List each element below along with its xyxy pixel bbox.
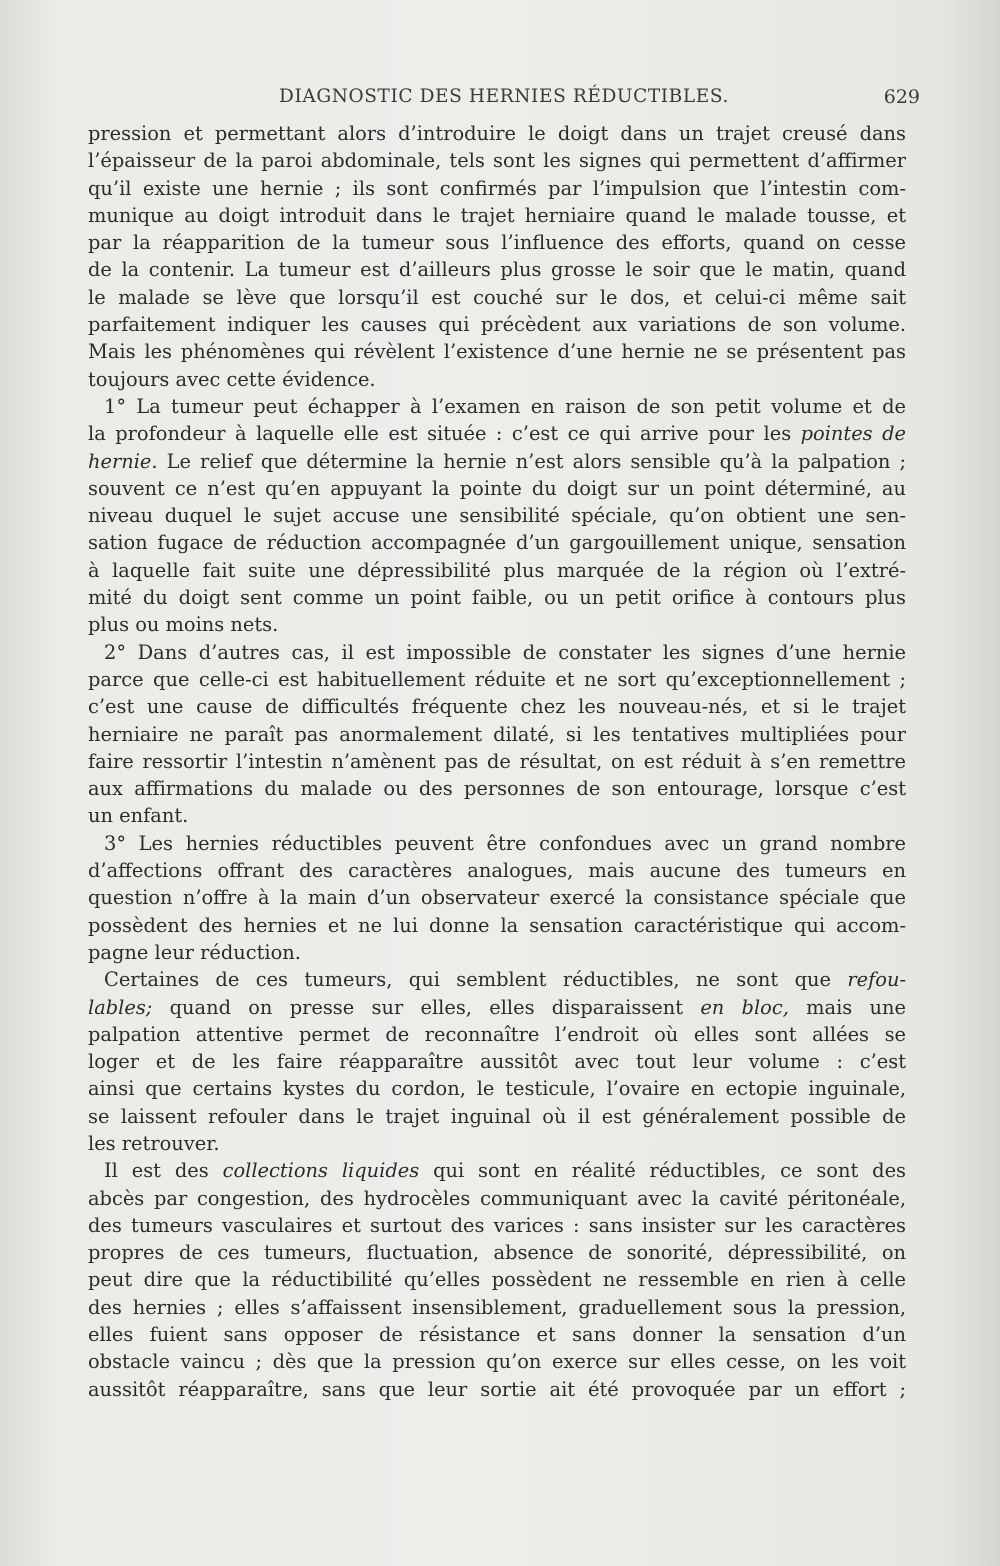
text-run: propres de ces tumeurs, fluctuation, absence de sonorité, dépressibilité, on — [88, 1241, 906, 1265]
text-run: l’épaisseur de la paroi abdominale, tels sont les signes qui permettent d’affirmer — [88, 149, 906, 173]
text-run: 3° Les hernies réductibles peuvent être confondues avec un grand nombre — [104, 831, 906, 855]
text-line — [88, 693, 906, 720]
text-line — [88, 721, 906, 748]
text-line — [88, 912, 906, 939]
text-run: Il est des — [104, 1159, 223, 1183]
text-line — [88, 1321, 906, 1348]
text-run: plus ou moins nets. — [88, 613, 279, 637]
text-run: le malade se lève que lorsqu’il est couché sur le dos, et celui-ci même sait — [88, 285, 906, 309]
text-line — [88, 994, 906, 1021]
running-title: DIAGNOSTIC DES HERNIES RÉDUCTIBLES. — [279, 86, 729, 107]
italic-text: collections liquides — [222, 1159, 420, 1183]
text-run: 2° Dans d’autres cas, il est impossible de constater les signes d’une hernie — [104, 640, 906, 664]
text-line — [88, 448, 906, 475]
text-run: de la contenir. La tumeur est d’ailleurs plus grosse le soir que le matin, quand — [88, 258, 906, 282]
italic-text: refou- — [847, 968, 906, 992]
text-run: palpation attentive permet de reconnaître l’endroit où elles sont allées se — [88, 1022, 906, 1046]
italic-text: hernie. — [88, 449, 158, 473]
text-run: mité du doigt sent comme un point faible, ou un petit orifice à contours plus — [88, 586, 906, 610]
text-line — [88, 475, 906, 502]
text-run: pression et permettant alors d’introduire le doigt dans un trajet creusé dans — [88, 122, 906, 145]
text-run: possèdent des hernies et ne lui donne la sensation caractéristique qui accom- — [88, 913, 906, 937]
text-run: aussitôt réapparaître, sans que leur sortie ait été provoquée par un effort ; — [88, 1377, 906, 1401]
text-line — [88, 338, 906, 365]
text-line — [88, 666, 906, 693]
text-run: abcès par congestion, des hydrocèles communiquant avec la cavité péritonéale, — [88, 1186, 906, 1210]
text-run: faire ressortir l’intestin n’amènent pas de résultat, on est réduit à s’en remettre — [88, 749, 906, 773]
text-run: un enfant. — [88, 804, 189, 828]
italic-text: pointes de — [800, 422, 906, 446]
text-run: quand on presse sur elles, elles disparaissent — [152, 995, 701, 1019]
text-line — [88, 1212, 906, 1239]
text-run: obstacle vaincu ; dès que la pression qu’on exerce sur elles cesse, on les voit — [88, 1350, 906, 1374]
text-line — [88, 802, 906, 829]
text-line — [88, 775, 906, 802]
text-run: Certaines de ces tumeurs, qui semblent réductibles, ne sont que — [104, 968, 848, 992]
text-line — [88, 939, 906, 966]
text-run: d’affections offrant des caractères analogues, mais aucune des tumeurs en — [88, 859, 906, 883]
text-run: pagne leur réduction. — [88, 940, 301, 964]
text-line — [88, 966, 906, 993]
text-line — [88, 857, 906, 884]
text-line — [88, 1130, 906, 1157]
text-line — [88, 830, 906, 857]
text-line — [88, 639, 906, 666]
text-line — [88, 420, 906, 447]
text-line — [88, 884, 906, 911]
text-run: niveau duquel le sujet accuse une sensibilité spéciale, qu’on obtient une sen- — [88, 504, 906, 528]
text-line — [88, 1266, 906, 1293]
text-run: question n’offre à la main d’un observateur exercé la consistance spéciale que — [88, 886, 906, 910]
text-run: elles fuient sans opposer de résistance et sans donner la sensation d’un — [88, 1323, 906, 1347]
text-line — [88, 1294, 906, 1321]
text-run: Le relief que détermine la hernie n’est alors sensible qu’à la palpation ; — [157, 449, 906, 473]
text-line — [88, 1075, 906, 1102]
text-run: des tumeurs vasculaires et surtout des varices : sans insister sur les caractères — [88, 1213, 906, 1237]
text-run: parce que celle-ci est habituellement réduite et ne sort qu’exceptionnellement ; — [88, 667, 906, 691]
text-run: sation fugace de réduction accompagnée d’un gargouillement unique, sensation — [88, 531, 906, 555]
text-run: munique au doigt introduit dans le trajet herniaire quand le malade tousse, et — [88, 203, 906, 227]
text-run: par la réapparition de la tumeur sous l’influence des efforts, quand on cesse — [88, 231, 906, 255]
text-line — [88, 1185, 906, 1212]
text-line — [88, 202, 906, 229]
text-run: peut dire que la réductibilité qu’elles possèdent ne ressemble en rien à celle — [88, 1268, 906, 1292]
text-run: Mais les phénomènes qui révèlent l’existence d’une hernie ne se présentent pas — [88, 340, 906, 364]
text-line — [88, 147, 906, 174]
text-run: herniaire ne paraît pas anormalement dilaté, si les tentatives multipliées pour — [88, 722, 906, 746]
text-run: loger et de les faire réapparaître aussitôt avec tout leur volume : c’est — [88, 1050, 906, 1074]
text-line — [88, 366, 906, 393]
text-run: la profondeur à laquelle elle est située : c’est ce qui arrive pour les — [88, 422, 801, 446]
text-run: aux affirmations du malade ou des personnes de son entourage, lorsque c’est — [88, 777, 906, 801]
text-run: qui sont en réalité réductibles, ce sont des — [419, 1159, 906, 1183]
text-run: ainsi que certains kystes du cordon, le testicule, l’ovaire en ectopie inguinale, — [88, 1077, 906, 1101]
text-run: toujours avec cette évidence. — [88, 367, 376, 391]
text-run: souvent ce n’est qu’en appuyant la pointe du doigt sur un point déterminé, au — [88, 476, 906, 500]
text-line — [88, 1376, 906, 1403]
text-run: c’est une cause de difficultés fréquente chez les nouveau-nés, et si le trajet — [88, 695, 906, 719]
text-line — [88, 748, 906, 775]
text-line — [88, 311, 906, 338]
text-line — [88, 529, 906, 556]
text-run: se laissent refouler dans le trajet inguinal où il est généralement possible de — [88, 1104, 906, 1128]
text-line — [88, 393, 906, 420]
page-number: 629 — [883, 86, 920, 108]
text-line — [88, 284, 906, 311]
text-run: des hernies ; elles s’affaissent insensiblement, graduellement sous la pression, — [88, 1295, 906, 1319]
text-line — [88, 256, 906, 283]
text-run: parfaitement indiquer les causes qui précèdent aux variations de son volume. — [88, 313, 906, 337]
text-line — [88, 1239, 906, 1266]
text-run: qu’il existe une hernie ; ils sont confirmés par l’impulsion que l’intestin com- — [88, 176, 906, 200]
text-line — [88, 120, 906, 147]
text-line — [88, 1157, 906, 1184]
text-run: 1° La tumeur peut échapper à l’examen en raison de son petit volume et de — [104, 394, 906, 418]
text-line — [88, 557, 906, 584]
text-line — [88, 1048, 906, 1075]
text-line — [88, 611, 906, 638]
italic-text: en bloc, — [700, 995, 789, 1019]
text-line — [88, 1348, 906, 1375]
text-run: les retrouver. — [88, 1131, 220, 1155]
text-line — [88, 229, 906, 256]
italic-text: lables; — [88, 995, 153, 1019]
running-head — [88, 86, 920, 116]
text-line — [88, 502, 906, 529]
text-run: mais une — [788, 995, 906, 1019]
body-text — [88, 120, 906, 1403]
text-line — [88, 1021, 906, 1048]
text-run: à laquelle fait suite une dépressibilité plus marquée de la région où l’extré- — [88, 558, 906, 582]
text-line — [88, 175, 906, 202]
text-line — [88, 584, 906, 611]
text-line — [88, 1103, 906, 1130]
